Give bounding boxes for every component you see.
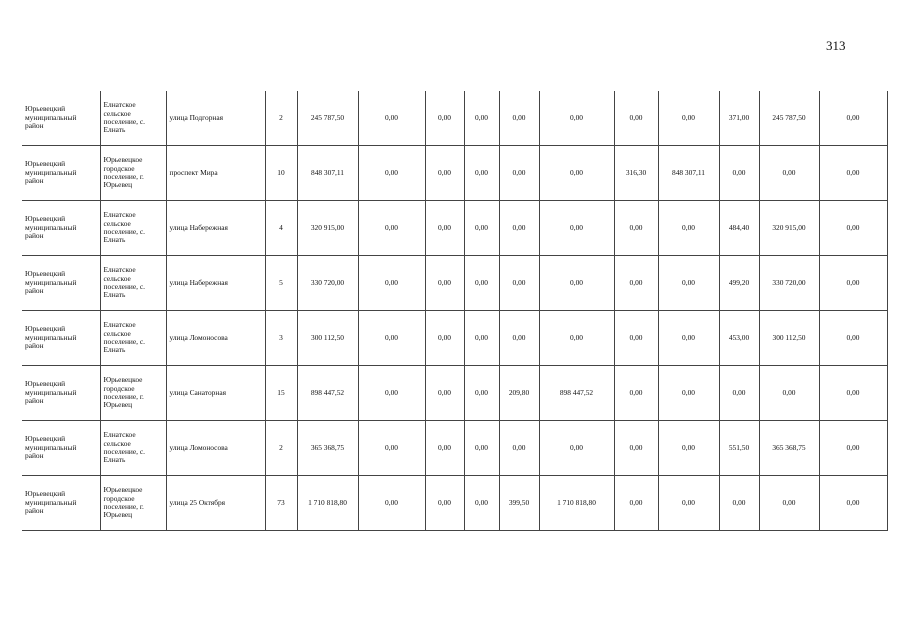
page-number: 313 <box>826 38 846 53</box>
cell-value-10: 0,00 <box>819 366 887 421</box>
cell-value-3: 0,00 <box>464 421 499 476</box>
cell-value-2: 0,00 <box>425 256 464 311</box>
table-row <box>22 146 887 201</box>
cell-value-5: 0,00 <box>539 256 614 311</box>
cell-district: Юрьевецкий муниципальный район <box>22 256 100 311</box>
cell-value-2: 0,00 <box>425 311 464 366</box>
cell-street: улица Ломоносова <box>166 421 265 476</box>
cell-value-7: 848 307,11 <box>658 146 719 201</box>
cell-value-6: 0,00 <box>614 256 658 311</box>
cell-value-3: 0,00 <box>464 311 499 366</box>
cell-settlement: Елнатское сельское поселение, с. Елнать <box>100 91 166 146</box>
cell-total-cost: 320 915,00 <box>297 201 358 256</box>
cell-street: проспект Мира <box>166 146 265 201</box>
cell-value-4: 0,00 <box>499 311 539 366</box>
cell-total-cost: 848 307,11 <box>297 146 358 201</box>
cell-value-7: 0,00 <box>658 256 719 311</box>
table-row <box>22 476 887 531</box>
cell-value-5: 0,00 <box>539 91 614 146</box>
cell-value-3: 0,00 <box>464 476 499 531</box>
cell-house-number: 3 <box>265 311 297 366</box>
cell-value-2: 0,00 <box>425 421 464 476</box>
cell-value-8: 551,50 <box>719 421 759 476</box>
cell-value-10: 0,00 <box>819 311 887 366</box>
cell-value-8: 453,00 <box>719 311 759 366</box>
cell-value-5: 0,00 <box>539 146 614 201</box>
table-row <box>22 311 887 366</box>
cell-total-cost: 330 720,00 <box>297 256 358 311</box>
cell-settlement: Юрьевецкое городское поселение, г. Юрьевец <box>100 146 166 201</box>
cell-value-5: 1 710 818,80 <box>539 476 614 531</box>
cell-street: улица Набережная <box>166 201 265 256</box>
cell-settlement: Юрьевецкое городское поселение, г. Юрьевец <box>100 366 166 421</box>
cell-value-6: 0,00 <box>614 91 658 146</box>
cell-value-3: 0,00 <box>464 201 499 256</box>
table-body <box>22 91 887 531</box>
data-table <box>22 91 888 531</box>
table-row <box>22 421 887 476</box>
cell-value-4: 209,80 <box>499 366 539 421</box>
cell-value-3: 0,00 <box>464 91 499 146</box>
cell-value-6: 0,00 <box>614 201 658 256</box>
cell-settlement: Елнатское сельское поселение, с. Елнать <box>100 421 166 476</box>
cell-total-cost: 300 112,50 <box>297 311 358 366</box>
cell-value-9: 0,00 <box>759 476 819 531</box>
cell-house-number: 2 <box>265 91 297 146</box>
table-row <box>22 366 887 421</box>
cell-settlement: Юрьевецкое городское поселение, г. Юрьевец <box>100 476 166 531</box>
cell-value-6: 0,00 <box>614 421 658 476</box>
cell-value-9: 320 915,00 <box>759 201 819 256</box>
cell-district: Юрьевецкий муниципальный район <box>22 476 100 531</box>
cell-value-1: 0,00 <box>358 476 425 531</box>
cell-street: улица Ломоносова <box>166 311 265 366</box>
cell-value-3: 0,00 <box>464 256 499 311</box>
cell-value-9: 300 112,50 <box>759 311 819 366</box>
cell-value-9: 245 787,50 <box>759 91 819 146</box>
cell-value-4: 0,00 <box>499 256 539 311</box>
cell-house-number: 10 <box>265 146 297 201</box>
cell-value-5: 0,00 <box>539 311 614 366</box>
cell-value-8: 484,40 <box>719 201 759 256</box>
cell-house-number: 2 <box>265 421 297 476</box>
cell-street: улица 25 Октября <box>166 476 265 531</box>
cell-value-10: 0,00 <box>819 201 887 256</box>
cell-value-7: 0,00 <box>658 366 719 421</box>
cell-value-1: 0,00 <box>358 91 425 146</box>
cell-value-1: 0,00 <box>358 201 425 256</box>
cell-value-8: 0,00 <box>719 146 759 201</box>
cell-value-4: 399,50 <box>499 476 539 531</box>
cell-value-2: 0,00 <box>425 146 464 201</box>
cell-value-10: 0,00 <box>819 91 887 146</box>
cell-value-7: 0,00 <box>658 201 719 256</box>
cell-value-8: 0,00 <box>719 366 759 421</box>
cell-value-10: 0,00 <box>819 476 887 531</box>
cell-value-4: 0,00 <box>499 201 539 256</box>
cell-value-9: 0,00 <box>759 146 819 201</box>
cell-street: улица Набережная <box>166 256 265 311</box>
cell-value-4: 0,00 <box>499 421 539 476</box>
table-row <box>22 256 887 311</box>
cell-value-2: 0,00 <box>425 201 464 256</box>
cell-value-6: 0,00 <box>614 476 658 531</box>
cell-value-1: 0,00 <box>358 146 425 201</box>
cell-value-5: 0,00 <box>539 201 614 256</box>
cell-district: Юрьевецкий муниципальный район <box>22 91 100 146</box>
table-row <box>22 91 887 146</box>
cell-value-5: 898 447,52 <box>539 366 614 421</box>
cell-settlement: Елнатское сельское поселение, с. Елнать <box>100 256 166 311</box>
cell-value-1: 0,00 <box>358 311 425 366</box>
cell-value-3: 0,00 <box>464 146 499 201</box>
cell-value-5: 0,00 <box>539 421 614 476</box>
cell-settlement: Елнатское сельское поселение, с. Елнать <box>100 311 166 366</box>
cell-house-number: 15 <box>265 366 297 421</box>
cell-value-1: 0,00 <box>358 366 425 421</box>
cell-street: улица Санаторная <box>166 366 265 421</box>
cell-value-4: 0,00 <box>499 146 539 201</box>
cell-value-7: 0,00 <box>658 476 719 531</box>
cell-value-6: 316,30 <box>614 146 658 201</box>
cell-total-cost: 898 447,52 <box>297 366 358 421</box>
cell-value-6: 0,00 <box>614 311 658 366</box>
cell-value-10: 0,00 <box>819 421 887 476</box>
cell-total-cost: 365 368,75 <box>297 421 358 476</box>
cell-district: Юрьевецкий муниципальный район <box>22 311 100 366</box>
cell-value-2: 0,00 <box>425 91 464 146</box>
cell-street: улица Подгорная <box>166 91 265 146</box>
cell-value-7: 0,00 <box>658 421 719 476</box>
cell-value-8: 371,00 <box>719 91 759 146</box>
cell-value-7: 0,00 <box>658 91 719 146</box>
cell-value-10: 0,00 <box>819 146 887 201</box>
cell-value-10: 0,00 <box>819 256 887 311</box>
cell-house-number: 5 <box>265 256 297 311</box>
cell-district: Юрьевецкий муниципальный район <box>22 201 100 256</box>
cell-value-2: 0,00 <box>425 366 464 421</box>
cell-value-7: 0,00 <box>658 311 719 366</box>
cell-value-8: 0,00 <box>719 476 759 531</box>
cell-district: Юрьевецкий муниципальный район <box>22 421 100 476</box>
cell-value-6: 0,00 <box>614 366 658 421</box>
cell-value-2: 0,00 <box>425 476 464 531</box>
cell-district: Юрьевецкий муниципальный район <box>22 366 100 421</box>
cell-value-4: 0,00 <box>499 91 539 146</box>
cell-house-number: 73 <box>265 476 297 531</box>
cell-settlement: Елнатское сельское поселение, с. Елнать <box>100 201 166 256</box>
cell-value-1: 0,00 <box>358 421 425 476</box>
cell-value-9: 330 720,00 <box>759 256 819 311</box>
cell-value-3: 0,00 <box>464 366 499 421</box>
cell-value-1: 0,00 <box>358 256 425 311</box>
cell-value-8: 499,20 <box>719 256 759 311</box>
cell-total-cost: 245 787,50 <box>297 91 358 146</box>
cell-total-cost: 1 710 818,80 <box>297 476 358 531</box>
cell-value-9: 365 368,75 <box>759 421 819 476</box>
cell-value-9: 0,00 <box>759 366 819 421</box>
cell-house-number: 4 <box>265 201 297 256</box>
cell-district: Юрьевецкий муниципальный район <box>22 146 100 201</box>
table-row <box>22 201 887 256</box>
